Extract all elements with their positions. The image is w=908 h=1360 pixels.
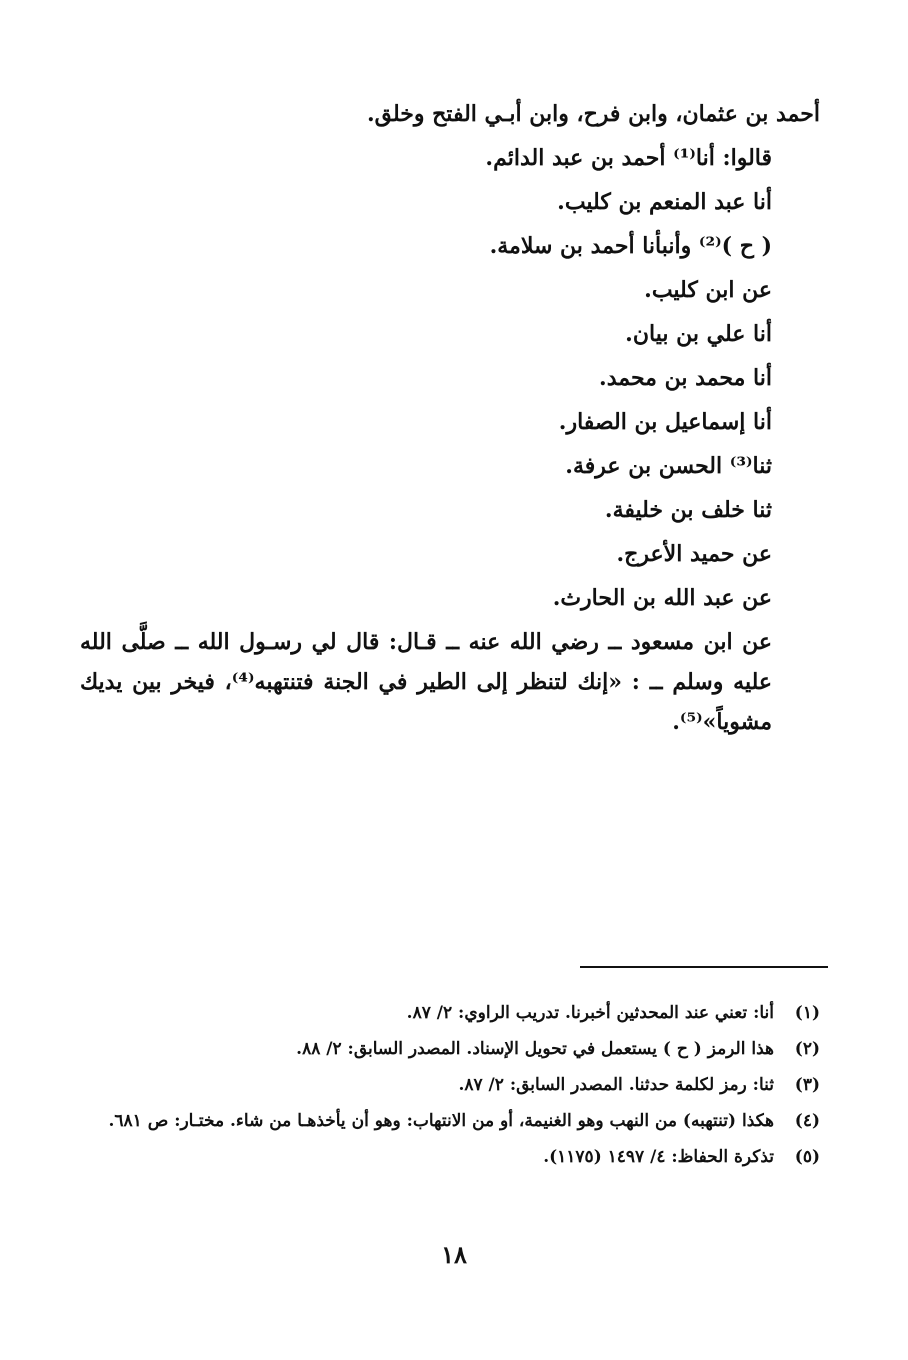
text-line: قالوا: أنا⁽¹⁾ أحمد بن عبد الدائم. xyxy=(485,145,772,171)
body-text xyxy=(80,92,820,742)
footnote-number: (٣) xyxy=(794,1075,820,1095)
footnote-number: (٤) xyxy=(794,1111,820,1131)
footnote-text: أنا: تعني عند المحدثين أخبرنا. تدريب الراوي: ٢/ ٨٧. xyxy=(406,1003,774,1023)
footnote-text: ثنا: رمز لكلمة حدثنا. المصدر السابق: ٢/ ٨٧. xyxy=(458,1075,774,1095)
text-line: ( ح )⁽²⁾ وأنبأنا أحمد بن سلامة. xyxy=(489,233,772,259)
footnote-number: (١) xyxy=(794,1003,820,1023)
page-number: ١٨ xyxy=(441,1240,467,1269)
footnote-text: تذكرة الحفاظ: ٤/ ١٤٩٧ (١١٧٥). xyxy=(543,1147,774,1167)
footnote xyxy=(80,998,820,1028)
text-line: ثنا خلف بن خليفة. xyxy=(604,497,772,523)
text-line: أحمد بن عثمان، وابن فرح، وابن أبـي الفتح وخلق. xyxy=(366,101,820,127)
hadith-paragraph: عن ابن مسعود ــ رضي الله عنه ــ قـال: قال لي رسـول الله ــ صلَّى الله عليه وسلم ــ : «إنك لتنظر إلى الطير في الجنة فتنتهبه⁽⁴⁾، فيخر بين يديك مشوياً»⁽⁵⁾. xyxy=(80,629,772,735)
footnote-text: هكذا (تنتهبه) من النهب وهو الغنيمة، أو من الانتهاب: وهو أن يأخذهـا من شاء. مختـار: ص ٦٨١. xyxy=(108,1111,774,1131)
footnote-number: (٢) xyxy=(794,1039,820,1059)
text-line: عن حميد الأعرج. xyxy=(616,541,772,567)
text-line: عن عبد الله بن الحارث. xyxy=(552,585,772,611)
text-line: ثنا⁽³⁾ الحسن بن عرفة. xyxy=(565,453,772,479)
footnote xyxy=(80,1070,820,1100)
footnote-text: هذا الرمز ( ح ) يستعمل في تحويل الإسناد. المصدر السابق: ٢/ ٨٨. xyxy=(296,1039,774,1059)
text-line: أنا عبد المنعم بن كليب. xyxy=(557,189,772,215)
footnote-separator xyxy=(580,966,828,968)
text-line: أنا علي بن بيان. xyxy=(625,321,772,347)
footnote xyxy=(80,1142,820,1172)
footnote-number: (٥) xyxy=(794,1147,820,1167)
text-line: عن ابن كليب. xyxy=(644,277,772,303)
footnote xyxy=(80,1034,820,1064)
footnotes xyxy=(80,998,820,1178)
text-line: أنا محمد بن محمد. xyxy=(599,365,772,391)
footnote xyxy=(80,1106,820,1136)
text-line: أنا إسماعيل بن الصفار. xyxy=(558,409,772,435)
